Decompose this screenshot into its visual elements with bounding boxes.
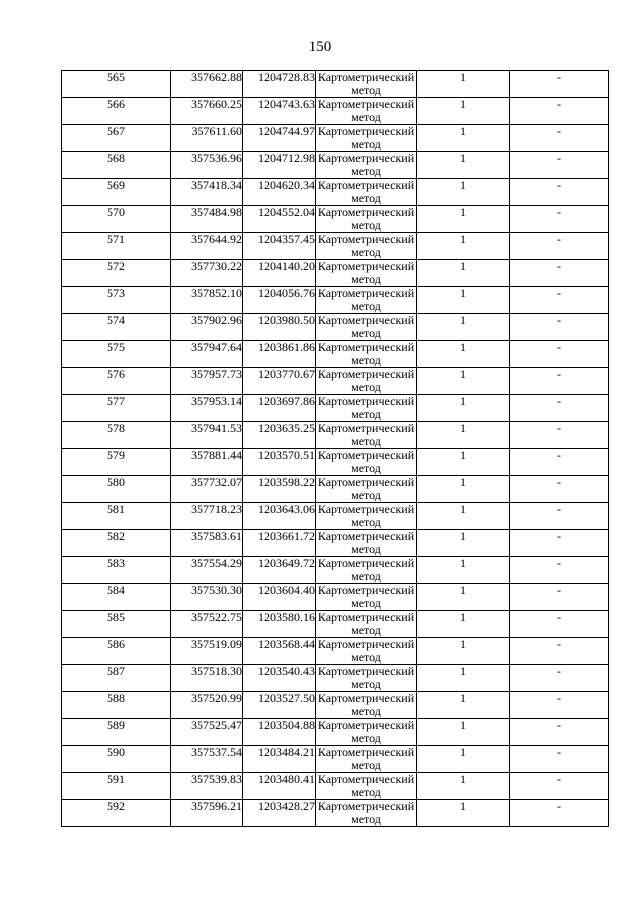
method-cell: Картометрический метод	[316, 638, 417, 665]
point-number-cell: 570	[62, 206, 171, 233]
note-cell: -	[510, 152, 609, 179]
note-cell: -	[510, 503, 609, 530]
table-row	[62, 746, 609, 773]
accuracy-cell: 1	[417, 287, 510, 314]
y-coordinate-cell: 1204744.97	[243, 125, 316, 152]
y-coordinate-cell: 1204728.83	[243, 71, 316, 98]
x-coordinate-cell: 357525.47	[171, 719, 243, 746]
note-cell: -	[510, 638, 609, 665]
x-coordinate-cell: 357596.21	[171, 800, 243, 827]
accuracy-cell: 1	[417, 98, 510, 125]
point-number-cell: 584	[62, 584, 171, 611]
point-number-cell: 575	[62, 341, 171, 368]
point-number-cell: 571	[62, 233, 171, 260]
table-row	[62, 71, 609, 98]
accuracy-cell: 1	[417, 152, 510, 179]
coordinates-table	[61, 70, 609, 827]
accuracy-cell: 1	[417, 503, 510, 530]
note-cell: -	[510, 665, 609, 692]
accuracy-cell: 1	[417, 368, 510, 395]
table-row	[62, 719, 609, 746]
table-row	[62, 341, 609, 368]
x-coordinate-cell: 357941.53	[171, 422, 243, 449]
y-coordinate-cell: 1204743.63	[243, 98, 316, 125]
point-number-cell: 569	[62, 179, 171, 206]
y-coordinate-cell: 1203770.67	[243, 368, 316, 395]
x-coordinate-cell: 357484.98	[171, 206, 243, 233]
method-cell: Картометрический метод	[316, 152, 417, 179]
accuracy-cell: 1	[417, 611, 510, 638]
point-number-cell: 583	[62, 557, 171, 584]
accuracy-cell: 1	[417, 233, 510, 260]
table-row	[62, 233, 609, 260]
accuracy-cell: 1	[417, 665, 510, 692]
note-cell: -	[510, 530, 609, 557]
point-number-cell: 567	[62, 125, 171, 152]
table-row	[62, 422, 609, 449]
x-coordinate-cell: 357953.14	[171, 395, 243, 422]
point-number-cell: 582	[62, 530, 171, 557]
accuracy-cell: 1	[417, 260, 510, 287]
note-cell: -	[510, 206, 609, 233]
y-coordinate-cell: 1203861.86	[243, 341, 316, 368]
method-cell: Картометрический метод	[316, 395, 417, 422]
note-cell: -	[510, 584, 609, 611]
table-row	[62, 395, 609, 422]
method-cell: Картометрический метод	[316, 692, 417, 719]
table-row	[62, 179, 609, 206]
point-number-cell: 565	[62, 71, 171, 98]
x-coordinate-cell: 357520.99	[171, 692, 243, 719]
table-row	[62, 773, 609, 800]
y-coordinate-cell: 1203598.22	[243, 476, 316, 503]
y-coordinate-cell: 1203580.16	[243, 611, 316, 638]
x-coordinate-cell: 357518.30	[171, 665, 243, 692]
method-cell: Картометрический метод	[316, 449, 417, 476]
method-cell: Картометрический метод	[316, 287, 417, 314]
point-number-cell: 590	[62, 746, 171, 773]
point-number-cell: 573	[62, 287, 171, 314]
point-number-cell: 578	[62, 422, 171, 449]
method-cell: Картометрический метод	[316, 476, 417, 503]
note-cell: -	[510, 800, 609, 827]
note-cell: -	[510, 341, 609, 368]
table-row	[62, 665, 609, 692]
accuracy-cell: 1	[417, 746, 510, 773]
note-cell: -	[510, 746, 609, 773]
note-cell: -	[510, 260, 609, 287]
method-cell: Картометрический метод	[316, 611, 417, 638]
table-row	[62, 800, 609, 827]
x-coordinate-cell: 357902.96	[171, 314, 243, 341]
point-number-cell: 577	[62, 395, 171, 422]
y-coordinate-cell: 1203540.43	[243, 665, 316, 692]
x-coordinate-cell: 357718.23	[171, 503, 243, 530]
note-cell: -	[510, 179, 609, 206]
table-row	[62, 638, 609, 665]
method-cell: Картометрический метод	[316, 233, 417, 260]
table-row	[62, 368, 609, 395]
accuracy-cell: 1	[417, 557, 510, 584]
method-cell: Картометрический метод	[316, 422, 417, 449]
y-coordinate-cell: 1204056.76	[243, 287, 316, 314]
accuracy-cell: 1	[417, 125, 510, 152]
x-coordinate-cell: 357947.64	[171, 341, 243, 368]
x-coordinate-cell: 357536.96	[171, 152, 243, 179]
note-cell: -	[510, 314, 609, 341]
accuracy-cell: 1	[417, 206, 510, 233]
point-number-cell: 585	[62, 611, 171, 638]
note-cell: -	[510, 773, 609, 800]
method-cell: Картометрический метод	[316, 557, 417, 584]
y-coordinate-cell: 1203527.50	[243, 692, 316, 719]
method-cell: Картометрический метод	[316, 179, 417, 206]
note-cell: -	[510, 233, 609, 260]
x-coordinate-cell: 357644.92	[171, 233, 243, 260]
method-cell: Картометрический метод	[316, 206, 417, 233]
accuracy-cell: 1	[417, 179, 510, 206]
y-coordinate-cell: 1204620.34	[243, 179, 316, 206]
table-row	[62, 260, 609, 287]
table-row	[62, 449, 609, 476]
point-number-cell: 589	[62, 719, 171, 746]
method-cell: Картометрический метод	[316, 800, 417, 827]
y-coordinate-cell: 1204712.98	[243, 152, 316, 179]
table-row	[62, 611, 609, 638]
x-coordinate-cell: 357881.44	[171, 449, 243, 476]
accuracy-cell: 1	[417, 422, 510, 449]
accuracy-cell: 1	[417, 314, 510, 341]
table-row	[62, 476, 609, 503]
accuracy-cell: 1	[417, 773, 510, 800]
table-row	[62, 125, 609, 152]
method-cell: Картометрический метод	[316, 719, 417, 746]
y-coordinate-cell: 1203649.72	[243, 557, 316, 584]
note-cell: -	[510, 98, 609, 125]
x-coordinate-cell: 357539.83	[171, 773, 243, 800]
note-cell: -	[510, 395, 609, 422]
point-number-cell: 574	[62, 314, 171, 341]
table-row	[62, 287, 609, 314]
y-coordinate-cell: 1204357.45	[243, 233, 316, 260]
note-cell: -	[510, 719, 609, 746]
page-number: 150	[308, 39, 332, 55]
y-coordinate-cell: 1203604.40	[243, 584, 316, 611]
y-coordinate-cell: 1203697.86	[243, 395, 316, 422]
y-coordinate-cell: 1204552.04	[243, 206, 316, 233]
y-coordinate-cell: 1203635.25	[243, 422, 316, 449]
x-coordinate-cell: 357852.10	[171, 287, 243, 314]
table-row	[62, 530, 609, 557]
method-cell: Картометрический метод	[316, 503, 417, 530]
x-coordinate-cell: 357519.09	[171, 638, 243, 665]
accuracy-cell: 1	[417, 692, 510, 719]
y-coordinate-cell: 1204140.20	[243, 260, 316, 287]
note-cell: -	[510, 557, 609, 584]
x-coordinate-cell: 357537.54	[171, 746, 243, 773]
method-cell: Картометрический метод	[316, 71, 417, 98]
point-number-cell: 572	[62, 260, 171, 287]
y-coordinate-cell: 1203980.50	[243, 314, 316, 341]
point-number-cell: 579	[62, 449, 171, 476]
note-cell: -	[510, 692, 609, 719]
table-row	[62, 314, 609, 341]
table-row	[62, 692, 609, 719]
y-coordinate-cell: 1203428.27	[243, 800, 316, 827]
table-row	[62, 98, 609, 125]
point-number-cell: 568	[62, 152, 171, 179]
table-row	[62, 206, 609, 233]
table-row	[62, 557, 609, 584]
note-cell: -	[510, 125, 609, 152]
point-number-cell: 592	[62, 800, 171, 827]
method-cell: Картометрический метод	[316, 530, 417, 557]
y-coordinate-cell: 1203570.51	[243, 449, 316, 476]
point-number-cell: 581	[62, 503, 171, 530]
x-coordinate-cell: 357957.73	[171, 368, 243, 395]
x-coordinate-cell: 357660.25	[171, 98, 243, 125]
x-coordinate-cell: 357554.29	[171, 557, 243, 584]
method-cell: Картометрический метод	[316, 341, 417, 368]
note-cell: -	[510, 422, 609, 449]
accuracy-cell: 1	[417, 71, 510, 98]
method-cell: Картометрический метод	[316, 314, 417, 341]
method-cell: Картометрический метод	[316, 665, 417, 692]
table-body	[62, 71, 609, 827]
x-coordinate-cell: 357662.88	[171, 71, 243, 98]
point-number-cell: 576	[62, 368, 171, 395]
method-cell: Картометрический метод	[316, 260, 417, 287]
accuracy-cell: 1	[417, 341, 510, 368]
method-cell: Картометрический метод	[316, 773, 417, 800]
point-number-cell: 580	[62, 476, 171, 503]
accuracy-cell: 1	[417, 584, 510, 611]
table-row	[62, 503, 609, 530]
accuracy-cell: 1	[417, 449, 510, 476]
method-cell: Картометрический метод	[316, 98, 417, 125]
note-cell: -	[510, 611, 609, 638]
x-coordinate-cell: 357730.22	[171, 260, 243, 287]
method-cell: Картометрический метод	[316, 584, 417, 611]
y-coordinate-cell: 1203643.06	[243, 503, 316, 530]
x-coordinate-cell: 357530.30	[171, 584, 243, 611]
y-coordinate-cell: 1203661.72	[243, 530, 316, 557]
table-row	[62, 152, 609, 179]
method-cell: Картометрический метод	[316, 746, 417, 773]
point-number-cell: 566	[62, 98, 171, 125]
accuracy-cell: 1	[417, 800, 510, 827]
accuracy-cell: 1	[417, 395, 510, 422]
y-coordinate-cell: 1203484.21	[243, 746, 316, 773]
note-cell: -	[510, 71, 609, 98]
note-cell: -	[510, 368, 609, 395]
table-row	[62, 584, 609, 611]
accuracy-cell: 1	[417, 530, 510, 557]
x-coordinate-cell: 357583.61	[171, 530, 243, 557]
accuracy-cell: 1	[417, 476, 510, 503]
x-coordinate-cell: 357418.34	[171, 179, 243, 206]
method-cell: Картометрический метод	[316, 125, 417, 152]
note-cell: -	[510, 476, 609, 503]
point-number-cell: 591	[62, 773, 171, 800]
accuracy-cell: 1	[417, 638, 510, 665]
x-coordinate-cell: 357522.75	[171, 611, 243, 638]
y-coordinate-cell: 1203504.88	[243, 719, 316, 746]
accuracy-cell: 1	[417, 719, 510, 746]
method-cell: Картометрический метод	[316, 368, 417, 395]
x-coordinate-cell: 357611.60	[171, 125, 243, 152]
y-coordinate-cell: 1203568.44	[243, 638, 316, 665]
point-number-cell: 588	[62, 692, 171, 719]
y-coordinate-cell: 1203480.41	[243, 773, 316, 800]
x-coordinate-cell: 357732.07	[171, 476, 243, 503]
note-cell: -	[510, 449, 609, 476]
point-number-cell: 586	[62, 638, 171, 665]
point-number-cell: 587	[62, 665, 171, 692]
note-cell: -	[510, 287, 609, 314]
